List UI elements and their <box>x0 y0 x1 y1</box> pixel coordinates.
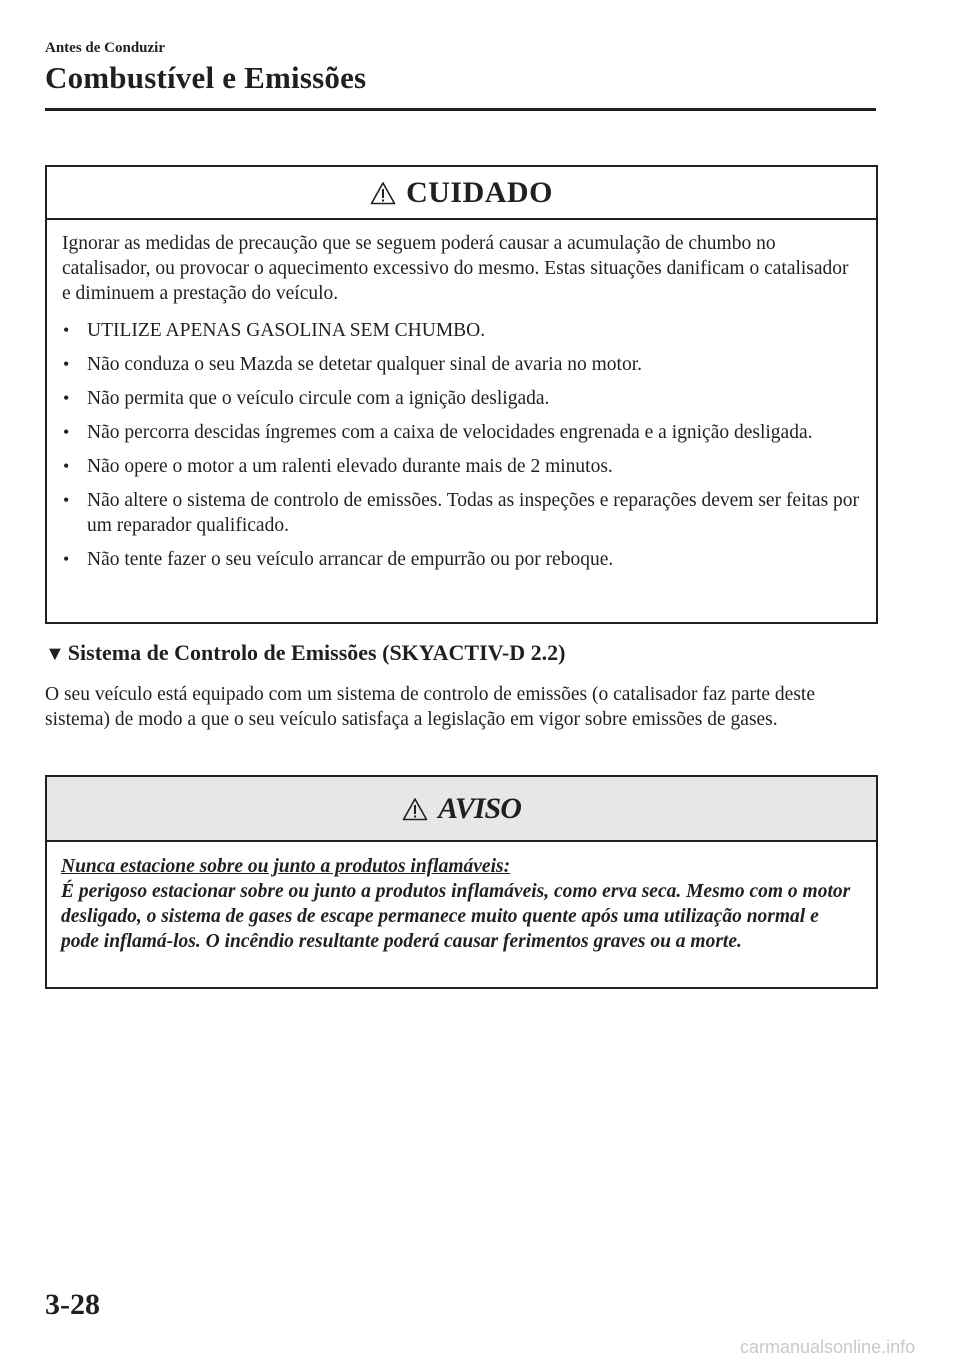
section-paragraph: O seu veículo está equipado com um sistema de controlo de emissões (o catalisador faz parte deste sistema) de modo a que o seu veículo satisfaça a legislação em vigor sobre emissões de gases. <box>45 684 815 730</box>
caution-title: CUIDADO <box>406 175 553 209</box>
warning-box <box>45 775 878 989</box>
title-divider <box>45 108 876 111</box>
section-label: Antes de Conduzir <box>45 40 166 56</box>
list-item <box>62 352 860 377</box>
caution-intro: Ignorar as medidas de precaução que se seguem poderá causar a acumulação de chumbo no catalisador, ou provocar o aquecimento excessivo do mesmo. Estas situações danificam o catalisador e diminuem a prestação do veículo. <box>62 233 849 304</box>
warning-triangle-icon <box>370 181 396 205</box>
list-item-text: Não permita que o veículo circule com a ignição desligada. <box>87 388 550 409</box>
list-item <box>62 454 860 479</box>
list-item <box>62 488 860 538</box>
warning-body <box>47 842 876 954</box>
caution-list <box>62 318 860 572</box>
bullet-icon: • <box>63 320 70 340</box>
triangle-down-icon: ▼ <box>45 643 65 665</box>
list-item-text: Não altere o sistema de controlo de emissões. Todas as inspeções e reparações devem ser feitas por um reparador qualificado. <box>87 490 860 536</box>
warning-heading: Nunca estacione sobre ou junto a produtos inflamáveis: <box>61 856 511 877</box>
list-item <box>62 420 860 445</box>
warning-text: É perigoso estacionar sobre ou junto a produtos inflamáveis, como erva seca. Mesmo com o motor desligado, o sistema de gases de escape permanece muito quente após uma utilização normal e pode inflamá-los. O incêndio resultante poderá causar ferimentos graves ou a morte. <box>61 881 851 952</box>
watermark: carmanualsonline.info <box>740 1337 916 1357</box>
bullet-icon: • <box>63 456 70 476</box>
list-item-text: Não conduza o seu Mazda se detetar qualquer sinal de avaria no motor. <box>87 354 642 375</box>
list-item-text: Não percorra descidas íngremes com a caixa de velocidades engrenada e a ignição desligada. <box>87 422 813 443</box>
bullet-icon: • <box>63 422 70 442</box>
list-item-text: Não opere o motor a um ralenti elevado durante mais de 2 minutos. <box>87 456 613 477</box>
page-number: 3-28 <box>45 1288 100 1321</box>
section-heading-text: Sistema de Controlo de Emissões (SKYACTIV-D 2.2) <box>67 640 566 665</box>
list-item <box>62 547 860 572</box>
list-item-text: UTILIZE APENAS GASOLINA SEM CHUMBO. <box>87 320 486 341</box>
warning-header <box>47 777 876 842</box>
list-item-text: Não tente fazer o seu veículo arrancar de empurrão ou por reboque. <box>87 549 614 570</box>
page-title: Combustível e Emissões <box>45 60 367 95</box>
section-heading <box>45 640 565 666</box>
bullet-icon: • <box>63 490 70 510</box>
caution-body <box>47 220 876 572</box>
list-item <box>62 386 860 411</box>
bullet-icon: • <box>63 549 70 569</box>
bullet-icon: • <box>63 354 70 374</box>
bullet-icon: • <box>63 388 70 408</box>
caution-header <box>47 167 876 220</box>
warning-triangle-icon <box>402 797 428 821</box>
caution-box <box>45 165 878 624</box>
warning-title: AVISO <box>438 791 521 825</box>
list-item <box>62 318 860 343</box>
